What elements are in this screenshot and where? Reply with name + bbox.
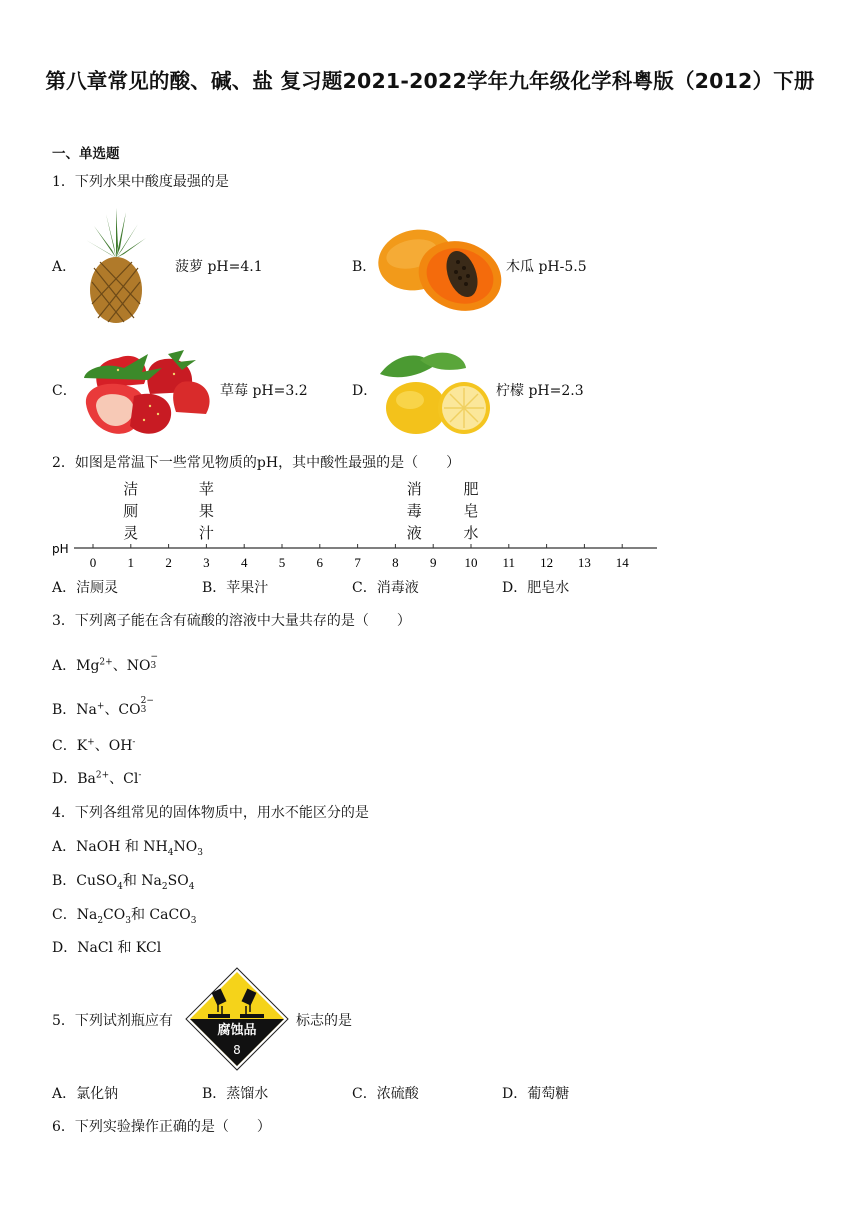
q1-option-c-letter: C． <box>52 383 77 399</box>
q4-option-c: C．$Na_2CO_3$和 CaCO$_3$ <box>52 907 197 926</box>
ph-tick-label: 2 <box>165 555 172 570</box>
ph-substance-label: 苹果汁 <box>198 480 214 542</box>
ph-tick-label: 5 <box>278 555 286 570</box>
q3-option-a: A．$Mg^{2+}$、NO − 3 <box>52 652 158 674</box>
pineapple-image <box>76 206 156 324</box>
ph-scale-axis <box>52 478 662 570</box>
q5-option-a: A．氯化钠 <box>52 1086 119 1102</box>
q2-option-c: C．消毒液 <box>352 580 419 596</box>
ph-axis-label: pH <box>52 542 69 556</box>
ph-tick-label: 10 <box>464 555 478 570</box>
corrosive-hazard-sign <box>184 966 290 1072</box>
lemon-image <box>376 348 496 440</box>
q1-option-d-text: 柠檬 pH=2.3 <box>496 383 584 399</box>
q5-option-c: C．浓硫酸 <box>352 1086 419 1102</box>
ph-substance-label: 洁厕灵 <box>123 480 139 542</box>
q4-option-d: D．NaCl 和 KCl <box>52 940 162 956</box>
papaya-image <box>376 222 506 317</box>
q3-option-c: C．K+、OH- <box>52 737 136 754</box>
q5-option-b: B．蒸馏水 <box>202 1086 269 1102</box>
q5-option-d: D．葡萄糖 <box>502 1086 570 1102</box>
question-5-stem-after: 标志的是 <box>296 1013 352 1029</box>
q4-option-b: B．CuSO$_4$和 $Na_2SO_4$ <box>52 873 195 892</box>
ph-tick-label: 12 <box>540 555 554 570</box>
page-title: 第八章常见的酸、碱、盐 复习题2021-2022学年九年级化学科粤版（2012）下册 <box>45 69 815 93</box>
q2-option-d: D．肥皂水 <box>502 580 570 596</box>
ph-tick-label: 14 <box>615 555 629 570</box>
q1-option-b-letter: B． <box>352 259 377 275</box>
ph-tick-label: 1 <box>127 555 135 570</box>
q1-option-c-text: 草莓 pH=3.2 <box>220 383 308 399</box>
strawberry-image <box>78 348 218 440</box>
ph-tick-label: 13 <box>577 555 591 570</box>
q1-option-b-text: 木瓜 pH-5.5 <box>506 259 587 275</box>
q3-option-d: D．$Ba^{2+}$、Cl- <box>52 770 142 787</box>
ph-substance-label: 肥皂水 <box>463 480 479 542</box>
ph-tick-label: 7 <box>354 555 361 570</box>
q2-option-b: B．苹果汁 <box>202 580 269 596</box>
ph-tick-label: 0 <box>89 555 97 570</box>
sign-text: 腐蚀品 <box>217 1023 257 1038</box>
q1-option-d-letter: D． <box>352 383 378 399</box>
ph-tick-label: 8 <box>392 555 399 570</box>
ph-scale-chart <box>52 478 662 570</box>
sign-number: 8 <box>233 1043 241 1057</box>
ph-tick-label: 11 <box>502 555 516 570</box>
question-4-stem: 4．下列各组常见的固体物质中，用水不能区分的是 <box>52 805 369 821</box>
question-1-stem: 1．下列水果中酸度最强的是 <box>52 174 229 190</box>
q4-option-a: A．NaOH 和 $NH_4NO_3$ <box>52 839 203 858</box>
ph-tick-label: 6 <box>316 555 324 570</box>
question-3-stem: 3．下列离子能在含有硫酸的溶液中大量共存的是（ ） <box>52 613 411 629</box>
q3-option-b: B．Na+、CO 2− 3 <box>52 696 154 718</box>
ph-substance-label: 消毒液 <box>406 480 422 542</box>
ph-tick-label: 9 <box>429 555 437 570</box>
q1-option-a-letter: A． <box>52 259 77 275</box>
q1-option-a-text: 菠萝 pH=4.1 <box>175 259 263 275</box>
question-5-stem-before: 5．下列试剂瓶应有 <box>52 1013 173 1029</box>
q2-option-a: A．洁厕灵 <box>52 580 119 596</box>
question-6-stem: 6．下列实验操作正确的是（ ） <box>52 1119 271 1135</box>
ph-tick-label: 4 <box>240 555 248 570</box>
section-heading: 一、单选题 <box>52 146 120 162</box>
ph-tick-label: 3 <box>203 555 210 570</box>
question-2-stem: 2．如图是常温下一些常见物质的pH，其中酸性最强的是（ ） <box>52 455 461 471</box>
